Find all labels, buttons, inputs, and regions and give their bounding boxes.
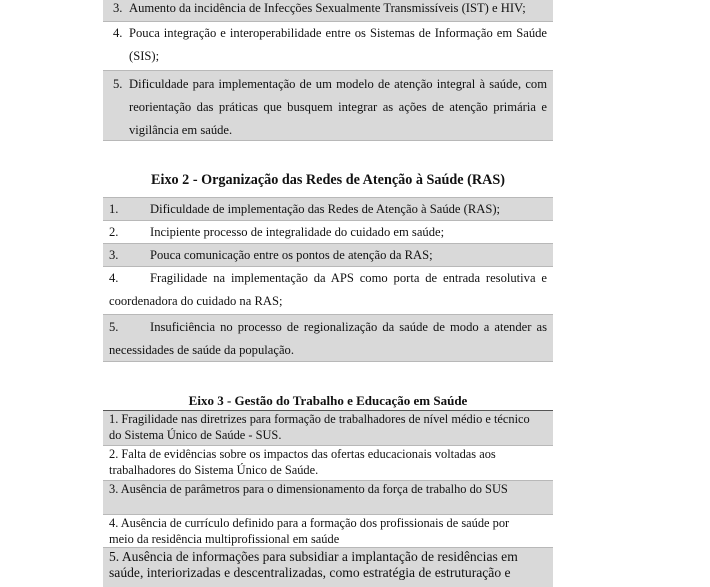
item-text: Pouca integração e interoperabilidade entre os Sistemas de Informação em Saúde (SIS);: [129, 26, 547, 63]
list-item: [103, 70, 553, 141]
item-text: Fragilidade na implementação da APS como porta de entrada resolutiva e coordenadora do cuidado na RAS;: [109, 271, 547, 308]
list-item: [103, 0, 553, 21]
list-item: [103, 314, 553, 362]
item-text: 3. Ausência de parâmetros para o dimensionamento da força de trabalho do SUS: [109, 482, 508, 496]
list-item: [103, 220, 553, 243]
eixo3-heading: Eixo 3 - Gestão do Trabalho e Educação em Saúde: [188, 393, 468, 408]
list-item: [103, 197, 553, 220]
list-item: [103, 514, 553, 547]
item-text: Dificuldade de implementação das Redes de Atenção à Saúde (RAS);: [150, 202, 501, 216]
list-item: [103, 445, 553, 480]
item-number: 4.: [113, 26, 123, 40]
eixo2-heading: Eixo 2 - Organização das Redes de Atenção à Saúde (RAS): [151, 172, 505, 188]
list-item: [103, 410, 553, 445]
item-text: 5. Ausência de informações para subsidiar a implantação de residências em saúde, interiorizadas e descentralizadas, como estratégia de estruturação e: [109, 549, 518, 580]
item-text: Incipiente processo de integralidade do cuidado em saúde;: [150, 225, 445, 239]
item-number: 5.: [113, 77, 123, 91]
item-text: 1. Fragilidade nas diretrizes para formação de trabalhadores de nível médio e técnico do Sistema Único de Saúde - SUS.: [109, 412, 530, 442]
item-number: 1.: [109, 202, 119, 216]
item-number: 2.: [109, 225, 119, 239]
list-item: [103, 21, 553, 70]
list-item: [103, 266, 553, 314]
list-item: [103, 547, 553, 587]
item-text: 4. Ausência de currículo definido para a formação dos profissionais de saúde por meio da residência multiprofissional em saúde: [109, 516, 510, 546]
item-text: Pouca comunicação entre os pontos de atenção da RAS;: [150, 248, 433, 262]
item-number: 3.: [109, 248, 119, 262]
item-text: Insuficiência no processo de regionalização da saúde de modo a atender as necessidades de saúde da população.: [109, 320, 547, 357]
item-number: 5.: [109, 320, 119, 334]
list-item: [103, 480, 553, 514]
item-text: Dificuldade para implementação de um modelo de atenção integral à saúde, com reorientação das práticas que busquem integrar as ações de atenção primária e vigilância em saúde.: [129, 77, 547, 137]
item-number: 4.: [109, 271, 119, 285]
list-item: [103, 243, 553, 266]
item-text: Aumento da incidência de Infecções Sexualmente Transmissíveis (IST) e HIV;: [129, 1, 526, 15]
item-number: 3.: [113, 1, 123, 15]
item-text: 2. Falta de evidências sobre os impactos das ofertas educacionais voltadas aos trabalhadores do Sistema Único de Saúde.: [109, 447, 496, 477]
